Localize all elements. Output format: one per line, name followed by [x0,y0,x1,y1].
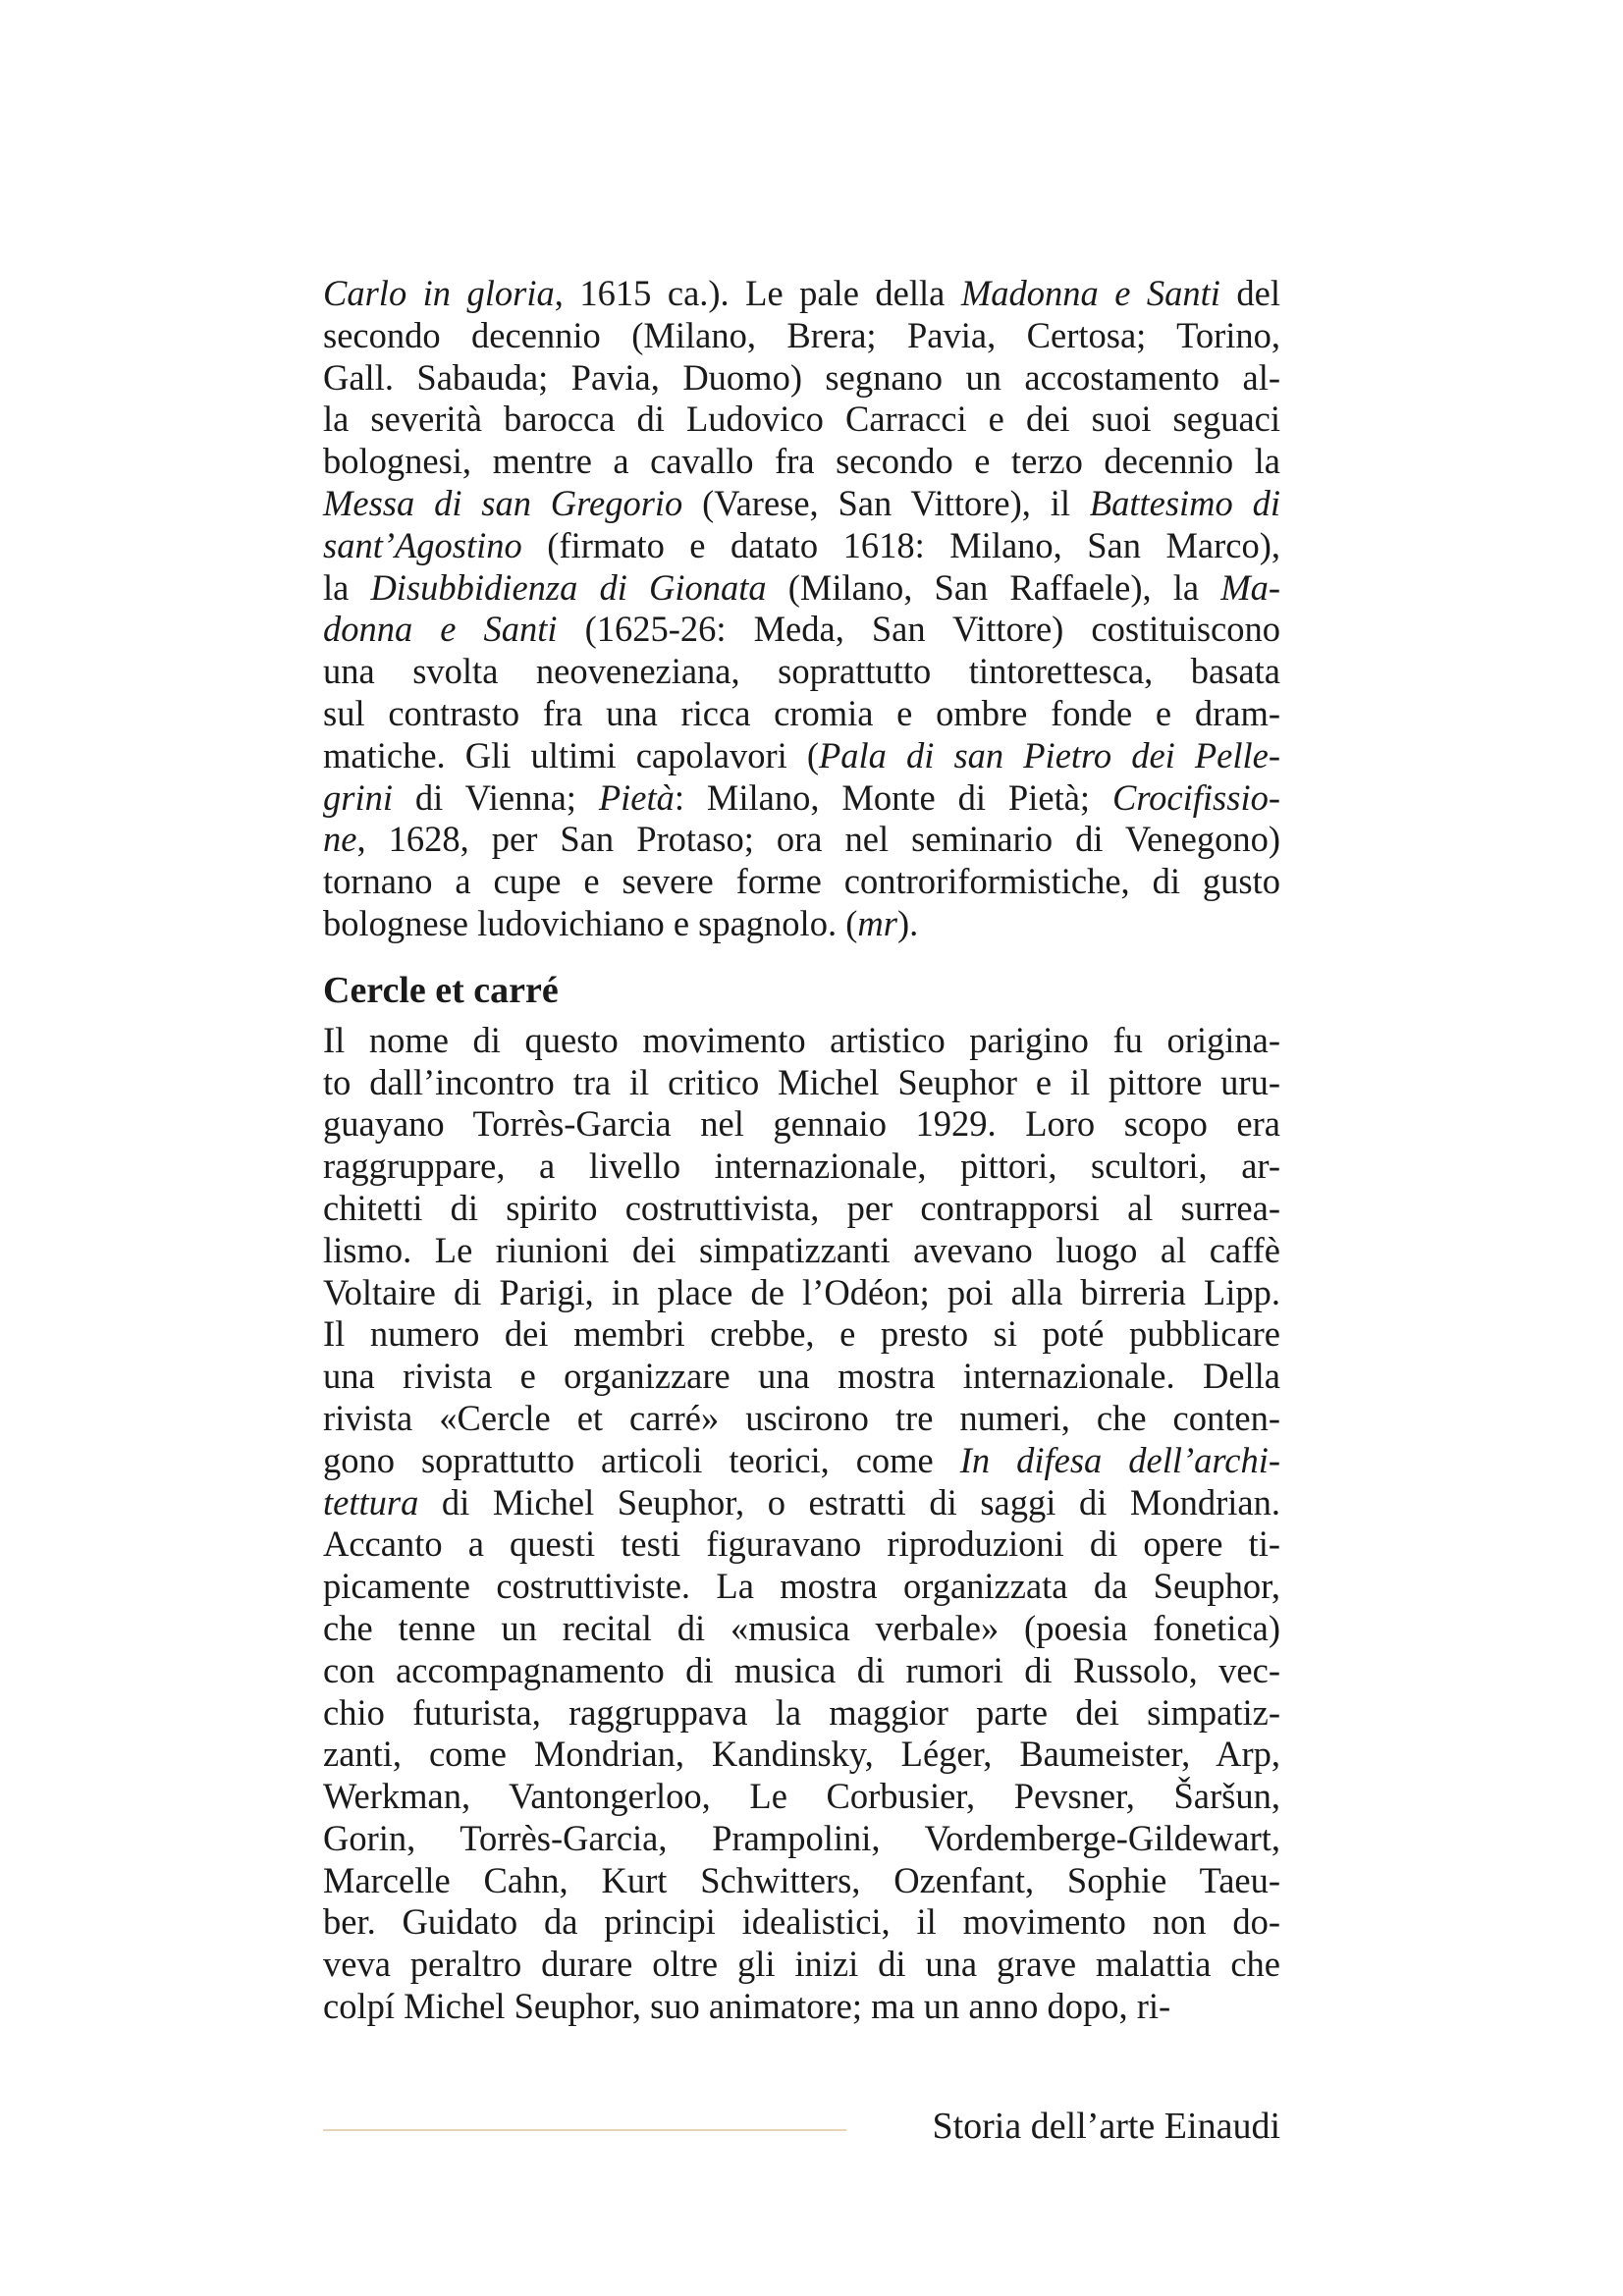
italic-title: donna e Santi [323,609,558,650]
text-line [323,1020,1280,1062]
text-line [323,1313,1280,1356]
italic-title: Carlo in gloria [323,273,555,313]
text-run: gono soprattutto articoli teorici, come [323,1439,960,1480]
text-line [323,1146,1280,1188]
text-run: (Varese, San Vittore), il [682,482,1090,523]
text-line [323,315,1280,357]
text-line [323,1440,1280,1482]
text-run: Gall. Sabauda; Pavia, Duomo) segnano un accostamento al- [323,356,1280,398]
text-line [323,567,1280,610]
text-line [323,1523,1280,1566]
text-run: Voltaire di Parigi, in place de l’Odéon; poi alla birreria Lipp. [323,1271,1280,1312]
text-run: guayano Torrès-Garcia nel gennaio 1929. Loro scopo era [323,1103,1280,1145]
text-line [323,1356,1280,1398]
italic-title: Messa di san Gregorio [323,482,683,523]
text-run: bolognese ludovichiano e spagnolo. ( [323,902,858,943]
text-line [323,441,1280,483]
text-run: di Vienna; [393,776,599,818]
text-run: secondo decennio (Milano, Brera; Pavia, Certosa; Torino, [323,314,1280,355]
text-run: , 1615 ca.). Le pale della [554,273,961,313]
italic-title: ne [323,819,357,860]
text-run: Il numero dei membri crebbe, e presto si poté pubblicare [323,1313,1280,1355]
text-line [323,525,1280,567]
text-run: matiche. Gli ultimi capolavori ( [323,734,819,775]
text-run: con accompagnamento di musica di rumori di Russolo, vec- [323,1649,1280,1690]
text-run: tornano a cupe e severe forme controriformistiche, di gusto [323,861,1280,902]
text-line [323,1188,1280,1230]
text-line [323,399,1280,441]
text-run: picamente costruttiviste. La mostra organizzata da Seuphor, [323,1566,1280,1607]
text-run: bolognesi, mentre a cavallo fra secondo e terzo decennio la [323,441,1280,482]
text-run: chitetti di spirito costruttivista, per contrapporsi al surrea- [323,1187,1280,1228]
text-line [323,1272,1280,1314]
text-line [323,483,1280,525]
text-run: zanti, come Mondrian, Kandinsky, Léger, Baumeister, Arp, [323,1734,1280,1775]
italic-title: grini [323,776,393,818]
text-run: una rivista e organizzare una mostra internazionale. Della [323,1356,1280,1397]
text-column [323,273,1280,2028]
text-line [323,777,1280,820]
text-run: rivista «Cercle et carré» uscirono tre numeri, che conten- [323,1397,1280,1438]
text-run: che tenne un recital di «musica verbale» (poesia fonetica) [323,1607,1280,1648]
text-run: lismo. Le riunioni dei simpatizzanti avevano luogo al caffè [323,1229,1280,1270]
text-run: di Michel Seuphor, o estratti di saggi di Mondrian. [418,1481,1280,1522]
text-line [323,1608,1280,1650]
text-line [323,1692,1280,1735]
text-run: : Milano, Monte di Pietà; [674,776,1112,818]
text-line [323,1062,1280,1104]
text-run: Werkman, Vantongerloo, Le Corbusier, Pevsner, Šaršun, [323,1776,1280,1817]
text-run: una svolta neoveneziana, soprattutto tintorettesca, basata [323,651,1280,692]
text-line [323,1776,1280,1818]
text-run: (firmato e datato 1618: Milano, San Marco), [521,524,1280,565]
italic-title: mr [857,902,897,943]
page-footer [323,2097,1280,2156]
text-line [323,609,1280,651]
text-line [323,1901,1280,1944]
italic-title: Pietà [598,776,675,818]
text-run: (Milano, San Raffaele), la [766,566,1221,608]
text-line [323,1230,1280,1272]
entry-heading: Cercle et carré [323,969,559,1011]
text-run: la [323,566,371,608]
text-line [323,735,1280,777]
text-line [323,1860,1280,1902]
text-run: Il nome di questo movimento artistico parigino fu origina- [323,1019,1280,1060]
text-run: ber. Guidato da principi idealistici, il movimento non do- [323,1901,1280,1943]
text-line [323,1482,1280,1524]
text-line [323,1566,1280,1608]
text-run: Accanto a questi testi figuravano riproduzioni di opere ti- [323,1523,1280,1565]
text-run: to dall’incontro tra il critico Michel Seuphor e il pittore uru- [323,1061,1280,1102]
italic-title: Disubbidienza di Gionata [370,566,767,608]
text-line [323,861,1280,903]
italic-title: Battesimo di [1089,482,1280,523]
text-line [323,1944,1280,1986]
entry-paragraph [323,1020,1280,2028]
italic-title: Ma- [1220,566,1280,608]
text-run: la severità barocca di Ludovico Carracci e dei suoi seguaci [323,399,1280,440]
text-run: sul contrasto fra una ricca cromia e ombre fonde e dram- [323,692,1280,733]
italic-title: Madonna e Santi [960,273,1220,313]
footer-rule [323,2129,846,2131]
text-line [323,357,1280,400]
text-run: colpí Michel Seuphor, suo animatore; ma un anno dopo, ri- [323,1986,1171,2027]
previous-entry-paragraph [323,273,1280,945]
text-line [323,1398,1280,1440]
italic-title: Pala di san Pietro dei Pelle- [819,734,1281,775]
text-line [323,903,1280,945]
italic-title: Crocifissio- [1111,776,1280,818]
text-run: veva peraltro durare oltre gli inizi di una grave malattia che [323,1944,1280,1985]
text-run: , 1628, per San Protaso; ora nel seminario di Venegono) [356,819,1280,860]
text-line [323,1818,1280,1860]
text-run: Marcelle Cahn, Kurt Schwitters, Ozenfant, Sophie Taeu- [323,1859,1280,1900]
text-run: Gorin, Torrès-Garcia, Prampolini, Vordemberge-Gildewart, [323,1817,1280,1858]
footer-title: Storia dell’arte Einaudi [932,2106,1280,2147]
text-line [323,1734,1280,1776]
text-line [323,693,1280,735]
text-line [323,651,1280,693]
text-line [323,1986,1280,2028]
text-line [323,1103,1280,1146]
text-run: raggruppare, a livello internazionale, pittori, scultori, ar- [323,1146,1280,1187]
text-run: ). [896,902,919,943]
text-line [323,1650,1280,1692]
text-run: del [1219,273,1281,313]
text-run: chio futurista, raggruppava la maggior parte dei simpatiz- [323,1691,1280,1733]
italic-title: sant’Agostino [323,524,522,565]
italic-title: In difesa dell’archi- [959,1439,1280,1480]
text-line [323,273,1280,315]
text-line [323,819,1280,861]
text-run: (1625-26: Meda, San Vittore) costituiscono [557,609,1280,650]
italic-title: tettura [323,1481,419,1522]
